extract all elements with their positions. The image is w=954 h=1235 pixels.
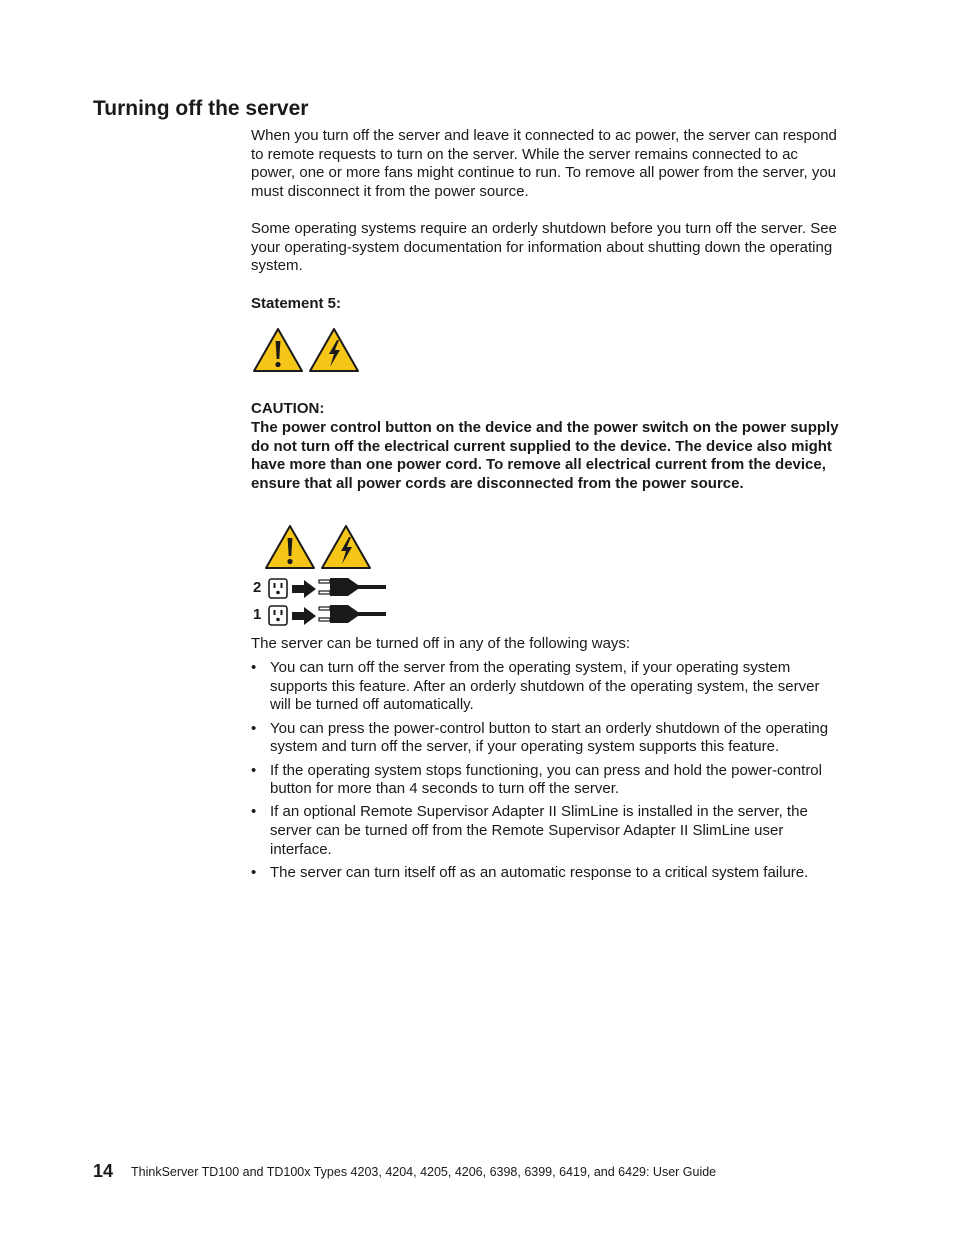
power-cord-diagram-2 xyxy=(268,577,388,601)
power-cord-label-1: 1 xyxy=(253,606,262,623)
bullet-icon: • xyxy=(251,719,257,737)
electrical-hazard-icon xyxy=(310,329,358,371)
intro-paragraph-1: When you turn off the server and leave it connected to ac power, the server can respond to remote requests to turn on the server. While the server remains connected to ac power, one or more fans might continue to run. To remove all power from the server, you must disconnect it from the power source. xyxy=(251,127,837,201)
warning-exclamation-icon xyxy=(266,526,314,568)
page-number: 14 xyxy=(93,1161,114,1181)
list-item xyxy=(251,762,843,799)
caution-label: CAUTION: xyxy=(251,400,325,417)
caution-text: The power control button on the device and the power switch on the power supply do not turn off the electrical current supplied to the device. The device also might have more than one power cord. To remove all electrical current from the device, ensure that all power cords are disconnected from the power source. xyxy=(251,419,839,493)
list-item-text: You can press the power-control button to start an orderly shutdown of the operating system and turn off the server, if your operating system supports this feature. xyxy=(270,719,829,756)
list-item xyxy=(251,803,843,859)
list-item xyxy=(251,659,843,715)
list-item xyxy=(251,864,843,883)
statement-hazard-icons xyxy=(253,327,363,373)
list-item-text: The server can turn itself off as an automatic response to a critical system failure. xyxy=(270,864,809,882)
list-item xyxy=(251,720,843,757)
statement-label: Statement 5: xyxy=(251,295,342,312)
warning-exclamation-icon xyxy=(254,329,302,371)
bullet-icon: • xyxy=(251,761,257,779)
page-title: Turning off the server xyxy=(93,97,309,120)
power-cord-diagram-1 xyxy=(268,604,388,628)
bullet-icon: • xyxy=(251,659,257,676)
footer-doc-title: ThinkServer TD100 and TD100x Types 4203, 4204, 4205, 4206, 6398, 6399, 6419, and 6429: User Guide xyxy=(131,1165,717,1179)
bullet-icon: • xyxy=(251,803,257,821)
power-cord-label-2: 2 xyxy=(253,579,262,596)
ways-list xyxy=(251,659,843,887)
arrow-right-icon xyxy=(292,607,316,625)
caution-hazard-icons xyxy=(265,524,375,570)
arrow-right-icon xyxy=(292,580,316,598)
power-plug-icon xyxy=(319,578,386,596)
power-plug-icon xyxy=(319,605,386,623)
ways-intro: The server can be turned off in any of the following ways: xyxy=(251,635,631,652)
power-outlet-icon xyxy=(269,606,287,625)
list-item-text: You can turn off the server from the operating system, if your operating system supports this feature. After an orderly shutdown of the operating system, the server will be turned off automatically. xyxy=(270,659,820,714)
power-outlet-icon xyxy=(269,579,287,598)
bullet-icon: • xyxy=(251,864,257,882)
intro-paragraph-2: Some operating systems require an orderly shutdown before you turn off the server. See your operating-system documentation for information about shutting down the operating system. xyxy=(251,220,837,275)
electrical-hazard-icon xyxy=(322,526,370,568)
list-item-text: If an optional Remote Supervisor Adapter II SlimLine is installed in the server, the server can be turned off from the Remote Supervisor Adapter II SlimLine user interface. xyxy=(270,803,808,858)
list-item-text: If the operating system stops functioning, you can press and hold the power-control button for more than 4 seconds to turn off the server. xyxy=(270,761,822,798)
